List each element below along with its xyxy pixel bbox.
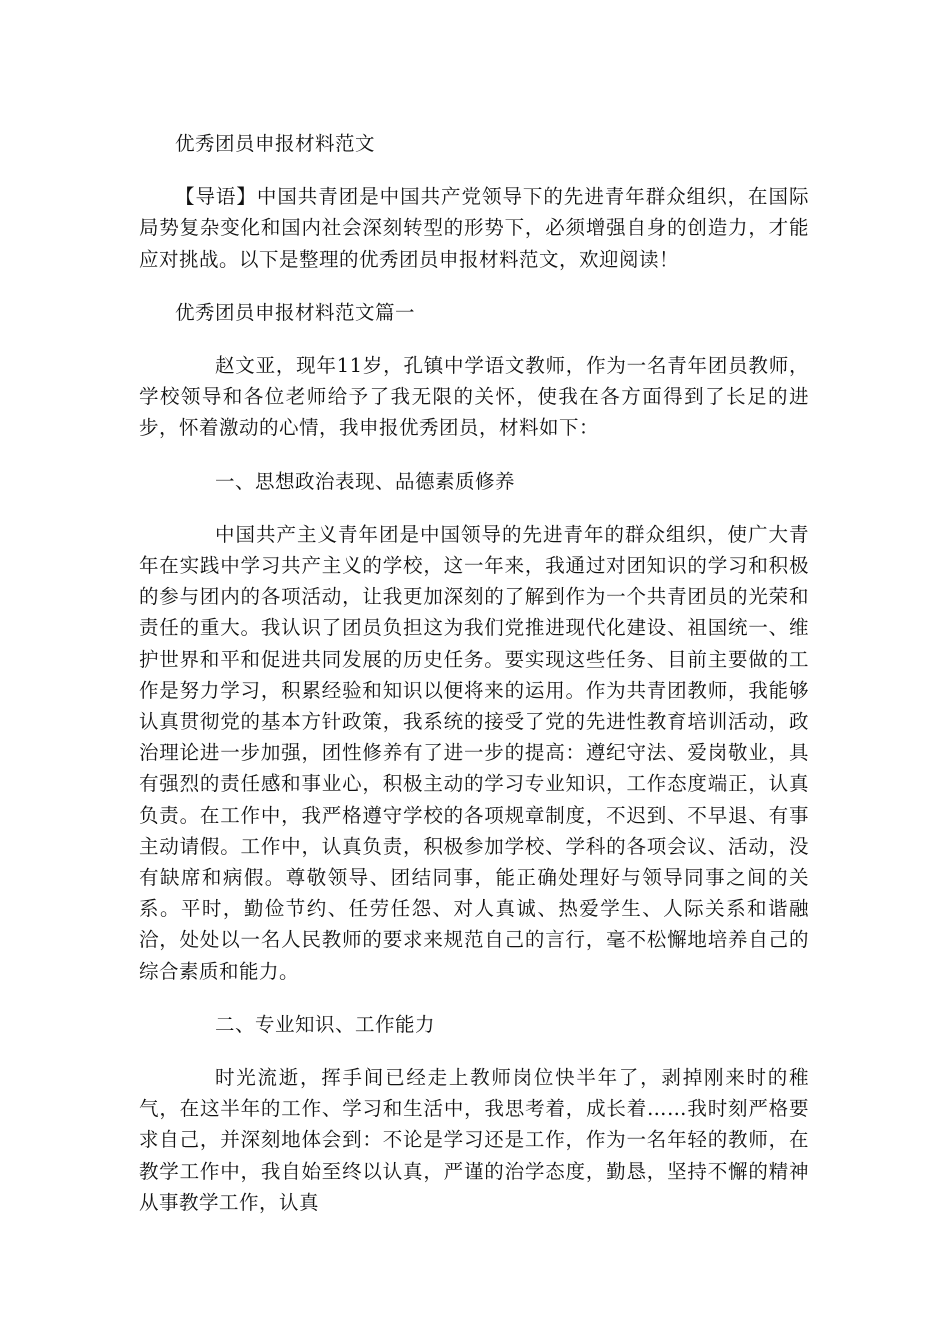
section-heading-1: 一、思想政治表现、品德素质修养 — [215, 469, 516, 493]
section-heading-2: 二、专业知识、工作能力 — [215, 1012, 436, 1036]
article-subtitle: 优秀团员申报材料范文篇一 — [175, 300, 416, 324]
document-page — [139, 128, 809, 1218]
intro-paragraph: 【导语】中国共青团是中国共产党领导下的先进青年群众组织，在国际局势复杂变化和国内社会深刻转型的形势下，必须增强自身的创造力，才能应对挑战。以下是整理的优秀团员申报材料范文，欢迎阅读！ — [139, 185, 809, 271]
body-paragraph-2: 中国共产主义青年团是中国领导的先进青年的群众组织，使广大青年在实践中学习共产主义的学校，这一年来，我通过对团知识的学习和积极的参与团内的各项活动，让我更加深刻的了解到作为一个共青团员的光荣和责任的重大。我认识了团员负担这为我们党推进现代化建设、祖国统一、维护世界和平和促进共同发展的历史任务。要实现这些任务、目前主要做的工作是努力学习，积累经验和知识以便将来的运用。作为共青团教师，我能够认真贯彻党的基本方针政策，我系统的接受了党的先进性教育培训活动，政治理论进一步加强，团性修养有了进一步的提高：遵纪守法、爱岗敬业，具有强烈的责任感和事业心，积极主动的学习专业知识，工作态度端正，认真负责。在工作中，我严格遵守学校的各项规章制度，不迟到、不早退、有事主动请假。工作中，认真负责，积极参加学校、学科的各项会议、活动，没有缺席和病假。尊敬领导、团结同事，能正确处理好与领导同事之间的关系。平时，勤俭节约、任劳任怨、对人真诚、热爱学生、人际关系和谐融洽，处处以一名人民教师的要求来规范自己的言行，毫不松懈地培养自己的综合素质和能力。 — [139, 522, 809, 983]
document-title: 优秀团员申报材料范文 — [175, 132, 376, 155]
body-paragraph-1: 赵文亚，现年11岁，孔镇中学语文教师，作为一名青年团员教师，学校领导和各位老师给予了我无限的关怀，使我在各方面得到了长足的进步，怀着激动的心情，我申报优秀团员，材料如下： — [139, 354, 809, 440]
body-paragraph-3: 时光流逝，挥手间已经走上教师岗位快半年了，剥掉刚来时的稚气，在这半年的工作、学习和生活中，我思考着，成长着……我时刻严格要求自己，并深刻地体会到：不论是学习还是工作，作为一名年轻的教师，在教学工作中，我自始至终以认真，严谨的治学态度，勤恳，坚持不懈的精神从事教学工作，认真 — [139, 1066, 809, 1214]
